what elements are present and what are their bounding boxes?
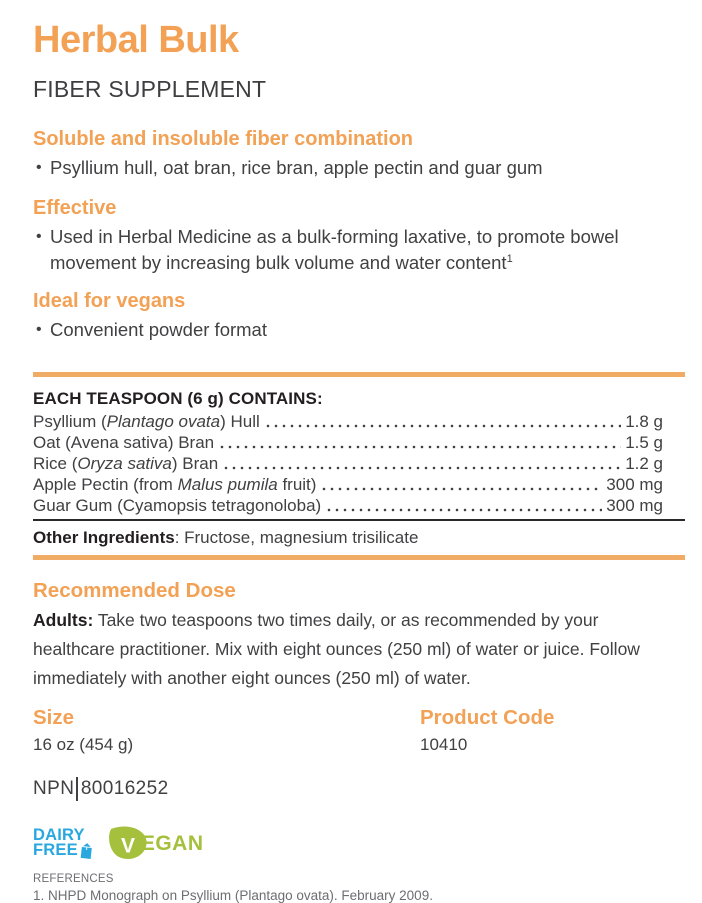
- dose-body: Take two teaspoons two times daily, or as recommended by your healthcare practitioner. Mix with eight ounces (250 ml) of water or juice. Follow immediately with another eight ounces (250 ml) of water.: [33, 610, 640, 688]
- vegan-badge: [108, 825, 204, 861]
- orange-divider: [33, 372, 685, 377]
- product-code-column: [420, 707, 554, 755]
- table-row: [33, 432, 685, 453]
- supplement-facts-table: [33, 411, 685, 516]
- facts-header: EACH TEASPOON (6 g) CONTAINS:: [33, 389, 685, 409]
- dot-leader: [320, 474, 602, 495]
- size-value: 16 oz (454 g): [33, 735, 420, 755]
- orange-divider: [33, 555, 685, 560]
- vegan-initial: V: [121, 835, 135, 858]
- feature-heading-effective: Effective: [33, 197, 685, 219]
- ingredient-name: Guar Gum (Cyamopsis tetragonoloba): [33, 495, 321, 516]
- other-ingredients: [33, 521, 685, 555]
- feature-heading-fiber-combination: Soluble and insoluble fiber combination: [33, 128, 685, 150]
- feature-bullet-text: Psyllium hull, oat bran, rice bran, apple pectin and guar gum: [50, 157, 543, 178]
- npn-value: 80016252: [81, 779, 169, 799]
- size-product-code-section: [33, 707, 685, 755]
- dot-leader: [325, 495, 602, 516]
- other-ingredients-text: : Fructose, magnesium trisilicate: [175, 528, 419, 547]
- ingredient-amount: 300 mg: [606, 495, 663, 516]
- npn-divider: [76, 777, 78, 801]
- references: [33, 873, 685, 903]
- feature-bullet: [33, 224, 685, 276]
- milk-carton-icon: [78, 840, 95, 860]
- product-code-value: 10410: [420, 735, 554, 755]
- ingredient-amount: 1.8 g: [625, 411, 663, 432]
- page-title: Herbal Bulk: [33, 20, 685, 60]
- ingredient-name: Apple Pectin (from Malus pumila fruit): [33, 474, 316, 495]
- feature-bullet-text: Convenient powder format: [50, 319, 267, 340]
- size-heading: Size: [33, 707, 420, 729]
- table-row: [33, 495, 685, 516]
- ingredient-name: Psyllium (Plantago ovata) Hull: [33, 411, 260, 432]
- dot-leader: [218, 432, 621, 453]
- product-code-heading: Product Code: [420, 707, 554, 729]
- dairy-free-line1: DAIRY: [33, 828, 94, 843]
- other-ingredients-label: Other Ingredients: [33, 528, 175, 547]
- dairy-free-badge: [33, 828, 94, 860]
- npn-row: [33, 777, 685, 801]
- dairy-free-line2: FREE: [33, 843, 78, 858]
- feature-bullet: [33, 155, 685, 181]
- dot-leader: [264, 411, 621, 432]
- feature-heading-vegans: Ideal for vegans: [33, 290, 685, 312]
- ingredient-amount: 1.5 g: [625, 432, 663, 453]
- feature-bullet: [33, 317, 685, 343]
- vegan-label-rest: EGAN: [141, 832, 204, 856]
- table-row: [33, 474, 685, 495]
- npn-label: NPN: [33, 779, 74, 799]
- table-row: [33, 453, 685, 474]
- badges: [33, 825, 685, 863]
- footnote-marker: 1: [507, 253, 513, 265]
- dose-text: [33, 606, 685, 693]
- ingredient-name: Oat (Avena sativa) Bran: [33, 432, 214, 453]
- dose-heading: Recommended Dose: [33, 580, 685, 602]
- page-subtitle: FIBER SUPPLEMENT: [33, 76, 685, 102]
- feature-bullet-text: Used in Herbal Medicine as a bulk-forming laxative, to promote bowel movement by increasing bulk volume and water content: [50, 226, 619, 273]
- ingredient-name: Rice (Oryza sativa) Bran: [33, 453, 218, 474]
- dot-leader: [222, 453, 621, 474]
- reference-item: 1. NHPD Monograph on Psyllium (Plantago ovata). February 2009.: [33, 888, 685, 903]
- ingredient-amount: 300 mg: [606, 474, 663, 495]
- references-heading: REFERENCES: [33, 873, 685, 886]
- table-row: [33, 411, 685, 432]
- ingredient-amount: 1.2 g: [625, 453, 663, 474]
- dose-label: Adults:: [33, 610, 93, 630]
- size-column: [33, 707, 420, 755]
